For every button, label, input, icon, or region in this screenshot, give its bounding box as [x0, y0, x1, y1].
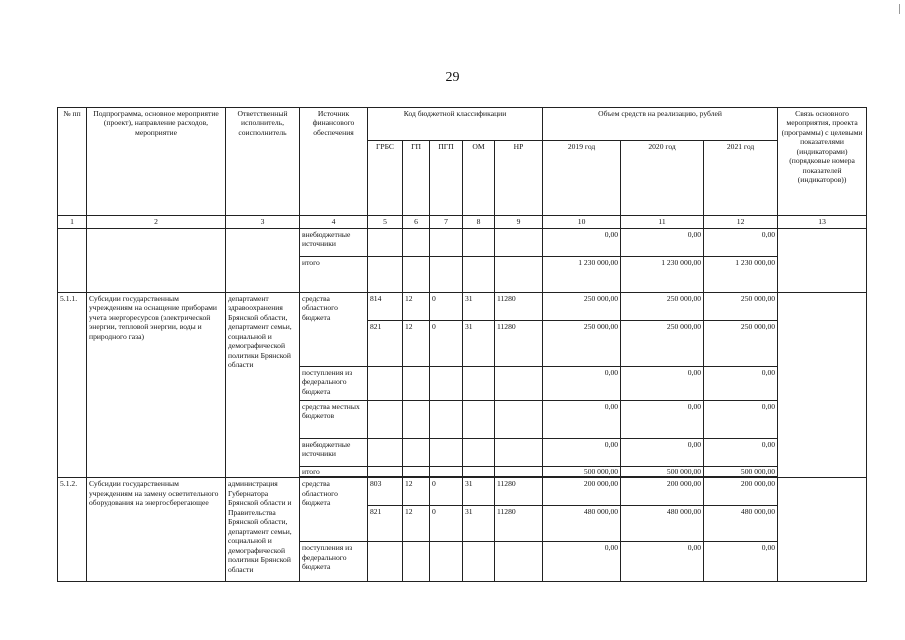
value-2020: 250 000,00: [621, 321, 704, 367]
column-number: 1: [58, 216, 87, 229]
header-source: Источник финансового обеспечения: [300, 108, 368, 216]
value-2021: 480 000,00: [704, 506, 778, 542]
header-code-grbs: ГРБС: [368, 141, 403, 216]
source-cell: средства областного бюджета: [300, 293, 368, 367]
cell-empty: [778, 478, 867, 582]
header-code-pgp: ПГП: [430, 141, 463, 216]
code-grbs: 821: [368, 506, 403, 542]
header-executor: Ответственный исполнитель, соисполнитель: [226, 108, 300, 216]
value-2021: 0,00: [704, 542, 778, 582]
column-number: 8: [463, 216, 495, 229]
source-cell: поступления из федерального бюджета: [300, 367, 368, 401]
value-2020: 0,00: [621, 367, 704, 401]
code-nr: 11280: [495, 293, 543, 321]
total-2020: 500 000,00: [621, 467, 704, 477]
cell-empty: [58, 229, 87, 293]
cell-empty: [778, 293, 867, 478]
value-2020: 480 000,00: [621, 506, 704, 542]
table-row: [58, 478, 867, 506]
total-2019: 500 000,00: [543, 467, 621, 477]
value-2019: 0,00: [543, 439, 621, 467]
header-code-nr: НР: [495, 141, 543, 216]
value-2020: 0,00: [621, 439, 704, 467]
total-2021: 500 000,00: [704, 467, 778, 477]
value-2021: 250 000,00: [704, 293, 778, 321]
column-number: 12: [704, 216, 778, 229]
value-2019: 250 000,00: [543, 321, 621, 367]
budget-table: [57, 107, 867, 582]
value-2021: 0,00: [704, 367, 778, 401]
code-om: 31: [463, 506, 495, 542]
cell-empty: [778, 229, 867, 293]
value-2020: 0,00: [621, 401, 704, 439]
value-2019: 0,00: [543, 367, 621, 401]
value-2019: 480 000,00: [543, 506, 621, 542]
value-2021: 0,00: [704, 439, 778, 467]
header-no: № пп: [58, 108, 87, 216]
value-2019: 200 000,00: [543, 478, 621, 506]
source-cell: внебюджетные источники: [300, 229, 368, 257]
cell-empty: [226, 229, 300, 293]
column-number: 2: [87, 216, 226, 229]
column-number: 5: [368, 216, 403, 229]
header-subprogram: Подпрограмма, основное мероприятие (проект), направление расходов, мероприятие: [87, 108, 226, 216]
item-executor: администрация Губернатора Брянской области и Правительства Брянской области, департамент семьи, социальной и демографической политики Брянской области: [226, 478, 300, 582]
value-2020: 0,00: [621, 229, 704, 257]
code-om: 31: [463, 293, 495, 321]
cell-empty: [87, 229, 226, 293]
table-row: [58, 229, 867, 257]
code-grbs: 821: [368, 321, 403, 367]
header-code-gp: ГП: [403, 141, 430, 216]
page-number: 29: [445, 70, 460, 85]
value-2021: 0,00: [704, 229, 778, 257]
code-grbs: 803: [368, 478, 403, 506]
item-executor: департамент здравоохранения Брянской области, департамент семьи, социальной и демографической политики Брянской области: [226, 293, 300, 478]
source-cell: средства местных бюджетов: [300, 401, 368, 439]
code-gp: 12: [403, 293, 430, 321]
header-year-2021: 2021 год: [704, 141, 778, 216]
column-number: 7: [430, 216, 463, 229]
source-total: итого: [300, 467, 368, 477]
value-2020: 250 000,00: [621, 293, 704, 321]
item-title: Субсидии государственным учреждениям на замену осветительного оборудования на энергосберегающее: [87, 478, 226, 582]
value-2019: 250 000,00: [543, 293, 621, 321]
header-budget-code: Код бюджетной классификации: [368, 108, 543, 141]
value-2021: 200 000,00: [704, 478, 778, 506]
code-om: 31: [463, 321, 495, 367]
source-cell: средства областного бюджета: [300, 478, 368, 542]
total-2020: 1 230 000,00: [621, 257, 704, 293]
code-gp: 12: [403, 321, 430, 367]
header-row: [58, 108, 867, 141]
value-2019: 0,00: [543, 229, 621, 257]
corner-mark: [899, 4, 900, 14]
total-2019: 1 230 000,00: [543, 257, 621, 293]
source-cell: поступления из федерального бюджета: [300, 542, 368, 582]
header-year-2020: 2020 год: [621, 141, 704, 216]
column-number: 10: [543, 216, 621, 229]
code-gp: 12: [403, 478, 430, 506]
column-number: 13: [778, 216, 867, 229]
value-2019: 0,00: [543, 401, 621, 439]
code-pgp: 0: [430, 293, 463, 321]
code-pgp: 0: [430, 321, 463, 367]
column-number: 9: [495, 216, 543, 229]
item-title: Субсидии государственным учреждениям на оснащение приборами учета энергоресурсов (электрической энергии, тепловой энергии, воды и природного газа): [87, 293, 226, 478]
code-pgp: 0: [430, 478, 463, 506]
value-2021: 250 000,00: [704, 321, 778, 367]
source-cell: внебюджетные источники: [300, 439, 368, 467]
code-nr: 11280: [495, 506, 543, 542]
column-number: 4: [300, 216, 368, 229]
code-om: 31: [463, 478, 495, 506]
value-2020: 0,00: [621, 542, 704, 582]
code-pgp: 0: [430, 506, 463, 542]
value-2019: 0,00: [543, 542, 621, 582]
header-year-2019: 2019 год: [543, 141, 621, 216]
table-row: [58, 293, 867, 321]
column-number-row: [58, 216, 867, 229]
header-code-om: ОМ: [463, 141, 495, 216]
header-link: Связь основного мероприятия, проекта (программы) с целевыми показателями (индикаторами) (порядковые номера показателей (индикаторов)): [778, 108, 867, 216]
code-grbs: 814: [368, 293, 403, 321]
column-number: 11: [621, 216, 704, 229]
header-amount: Объем средств на реализацию, рублей: [543, 108, 778, 141]
code-nr: 11280: [495, 321, 543, 367]
item-number: 5.1.2.: [58, 478, 87, 582]
code-nr: 11280: [495, 478, 543, 506]
column-number: 6: [403, 216, 430, 229]
value-2021: 0,00: [704, 401, 778, 439]
code-gp: 12: [403, 506, 430, 542]
total-2021: 1 230 000,00: [704, 257, 778, 293]
value-2020: 200 000,00: [621, 478, 704, 506]
item-number: 5.1.1.: [58, 293, 87, 478]
source-total: итого: [300, 257, 368, 293]
column-number: 3: [226, 216, 300, 229]
